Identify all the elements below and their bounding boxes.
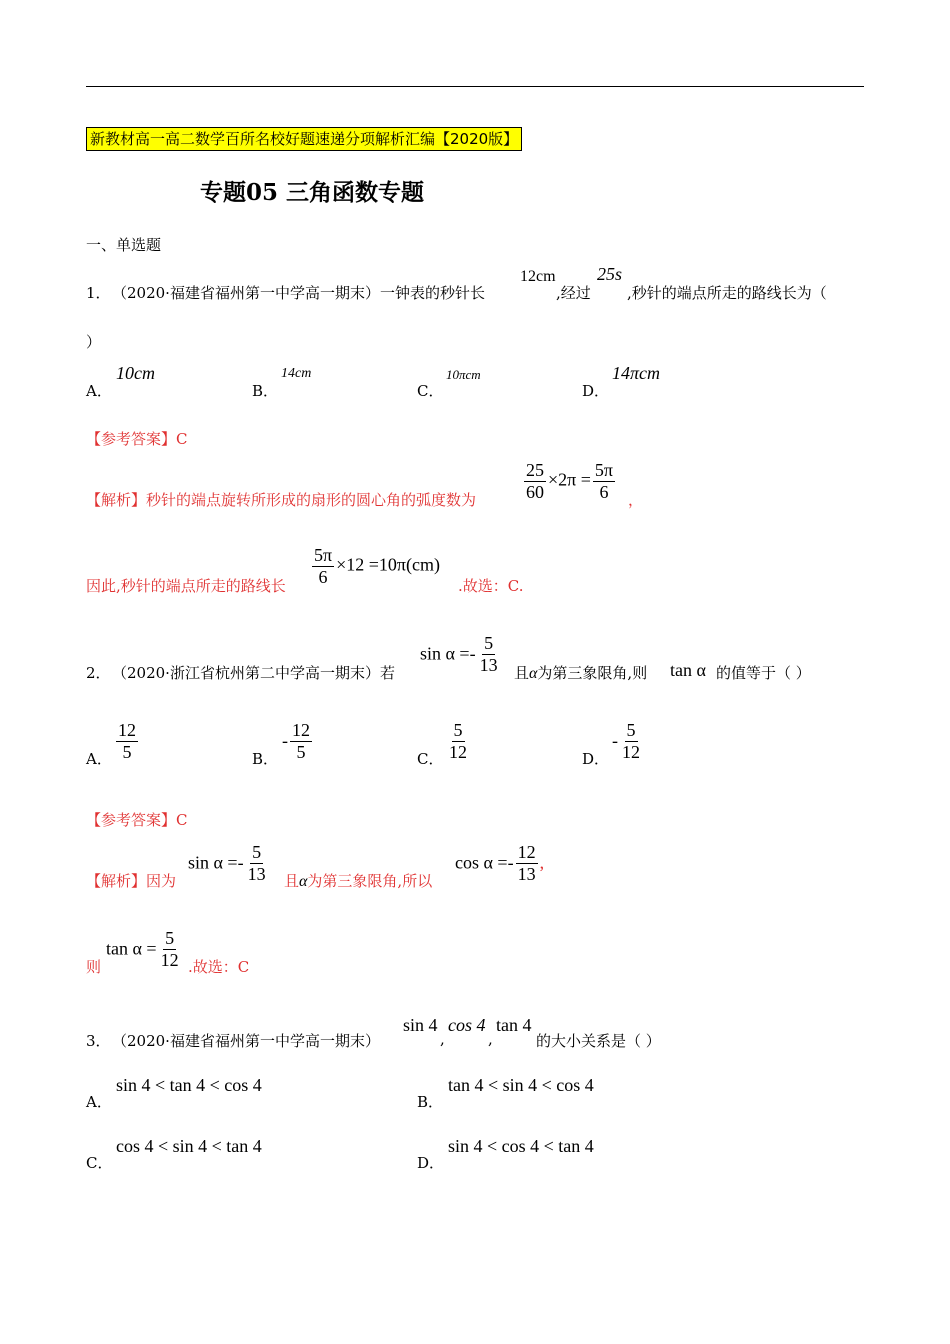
q2-option-a-label: A． — [86, 750, 112, 768]
q1-option-b-label: B． — [252, 382, 279, 400]
q1-close: ） — [86, 333, 102, 351]
q3-cos4: cos 4 — [448, 1015, 486, 1035]
q2-sin-formula: sin α =- $\frac{5}{13}$ — [420, 633, 498, 675]
q1-arc-formula: $\frac{5\pi}{6}$ ×12 =10π(cm) — [314, 545, 440, 587]
analysis-label: 【解析】 — [86, 491, 147, 509]
q1-option-d-value: 14πcm — [612, 363, 661, 383]
q3-tail: 的大小关系是（ ） — [536, 1032, 661, 1050]
fraction: $\frac{25}{60}$ — [526, 460, 544, 502]
header-rule — [86, 86, 864, 87]
q2-option-b-value: - $\frac{12}{5}$ — [282, 720, 310, 762]
q2-analysis-condition: 且α为第三象限角,所以 — [284, 872, 433, 890]
q3-option-a-value: sin 4 < tan 4 < cos 4 — [116, 1075, 262, 1095]
q3-option-d-label: D． — [417, 1154, 445, 1172]
q2-tan: tan α — [670, 660, 706, 680]
page-title: 专题05 三角函数专题 — [200, 179, 425, 206]
q2-option-d-value: - $\frac{5}{12}$ — [612, 720, 640, 762]
q3-option-c-value: cos 4 < sin 4 < tan 4 — [116, 1136, 262, 1156]
section-heading: 一、单选题 — [86, 236, 162, 254]
q1-conclusion: .故选：C. — [458, 577, 524, 595]
q2-option-a-value — [114, 720, 140, 762]
q2-number: 2． — [86, 664, 111, 682]
q2-conclusion: .故选：C — [188, 958, 250, 976]
q1-radian-formula: $\frac{25}{60}$ ×2π = $\frac{5\pi}{6}$ — [526, 460, 613, 502]
q2-option-c-value — [445, 720, 471, 762]
q2-source: （2020·浙江省杭州第二中学高一期末）若 — [112, 664, 395, 682]
q2-condition: 且α为第三象限角,则 — [514, 664, 648, 682]
q1-mid: ,经过 — [556, 284, 591, 302]
q3-option-b-value: tan 4 < sin 4 < cos 4 — [448, 1075, 594, 1095]
q2-analysis-intro: 【解析】因为 — [86, 872, 177, 890]
fraction: $\frac{5}{13}$ — [247, 842, 266, 884]
fraction: $\frac{12}{5}$ — [118, 720, 136, 762]
q2-analysis-tan: tan α = $\frac{5}{12}$ — [106, 928, 179, 970]
fraction: $\frac{5}{13}$ — [479, 633, 498, 675]
q1-source: （2020·福建省福州第一中学高一期末）一钟表的秒针长 — [112, 284, 485, 302]
fraction: $\frac{5}{12}$ — [622, 720, 640, 762]
q1-tail: ,秒针的端点所走的路线长为（ — [627, 284, 827, 302]
q1-number: 1． — [86, 284, 111, 302]
q3-option-a-label: A． — [86, 1093, 112, 1111]
fraction: $\frac{12}{5}$ — [292, 720, 310, 762]
q3-tan4: tan 4 — [496, 1015, 532, 1035]
q2-answer: 【参考答案】C — [86, 811, 188, 829]
q1-option-c-label: C． — [417, 382, 444, 400]
q1-analysis — [86, 489, 476, 510]
q1-option-a-label: A． — [86, 382, 112, 400]
q3-option-c-label: C． — [86, 1154, 113, 1172]
fraction: $\frac{12}{13}$ — [517, 842, 536, 884]
series-banner: 新教材高一高二数学百所名校好题速递分项解析汇编【2020版】 — [86, 127, 522, 151]
fraction: $\frac{5\pi}{6}$ — [594, 460, 613, 502]
q1-length: 12cm — [520, 268, 556, 285]
q3-comma-1: , — [440, 1030, 445, 1048]
q1-answer: 【参考答案】C — [86, 430, 188, 448]
q1-time: 25s — [597, 264, 623, 284]
q3-comma-2: , — [488, 1030, 493, 1048]
q3-number: 3． — [86, 1032, 111, 1050]
q1-option-c-value: 10πcm — [446, 367, 481, 382]
q3-sin4: sin 4 — [403, 1015, 438, 1035]
q2-option-b-label: B． — [252, 750, 279, 768]
fraction: $\frac{5\pi}{6}$ — [314, 545, 333, 587]
q1-option-b-value: 14cm — [281, 366, 312, 381]
q2-option-c-label: C． — [417, 750, 444, 768]
fraction: $\frac{5}{12}$ — [449, 720, 467, 762]
q3-source: （2020·福建省福州第一中学高一期末） — [112, 1032, 380, 1050]
analysis-text: 秒针的端点旋转所形成的扇形的圆心角的弧度数为 — [146, 491, 477, 509]
q1-analysis-line2: 因此,秒针的端点所走的路线长 — [86, 577, 286, 595]
q1-option-a-value: 10cm — [116, 363, 155, 383]
q3-option-b-label: B． — [417, 1093, 444, 1111]
q3-option-d-value: sin 4 < cos 4 < tan 4 — [448, 1136, 594, 1156]
q2-analysis-cos: cos α =- $\frac{12}{13}$ , — [455, 842, 545, 884]
fraction: $\frac{5}{12}$ — [160, 928, 179, 970]
q1-option-d-label: D． — [582, 382, 610, 400]
q2-analysis-sin: sin α =- $\frac{5}{13}$ — [188, 842, 266, 884]
q1-comma: ， — [628, 491, 644, 509]
q2-then: 则 — [86, 958, 102, 976]
q2-option-d-label: D． — [582, 750, 610, 768]
q2-tail: 的值等于（ ） — [716, 664, 811, 682]
